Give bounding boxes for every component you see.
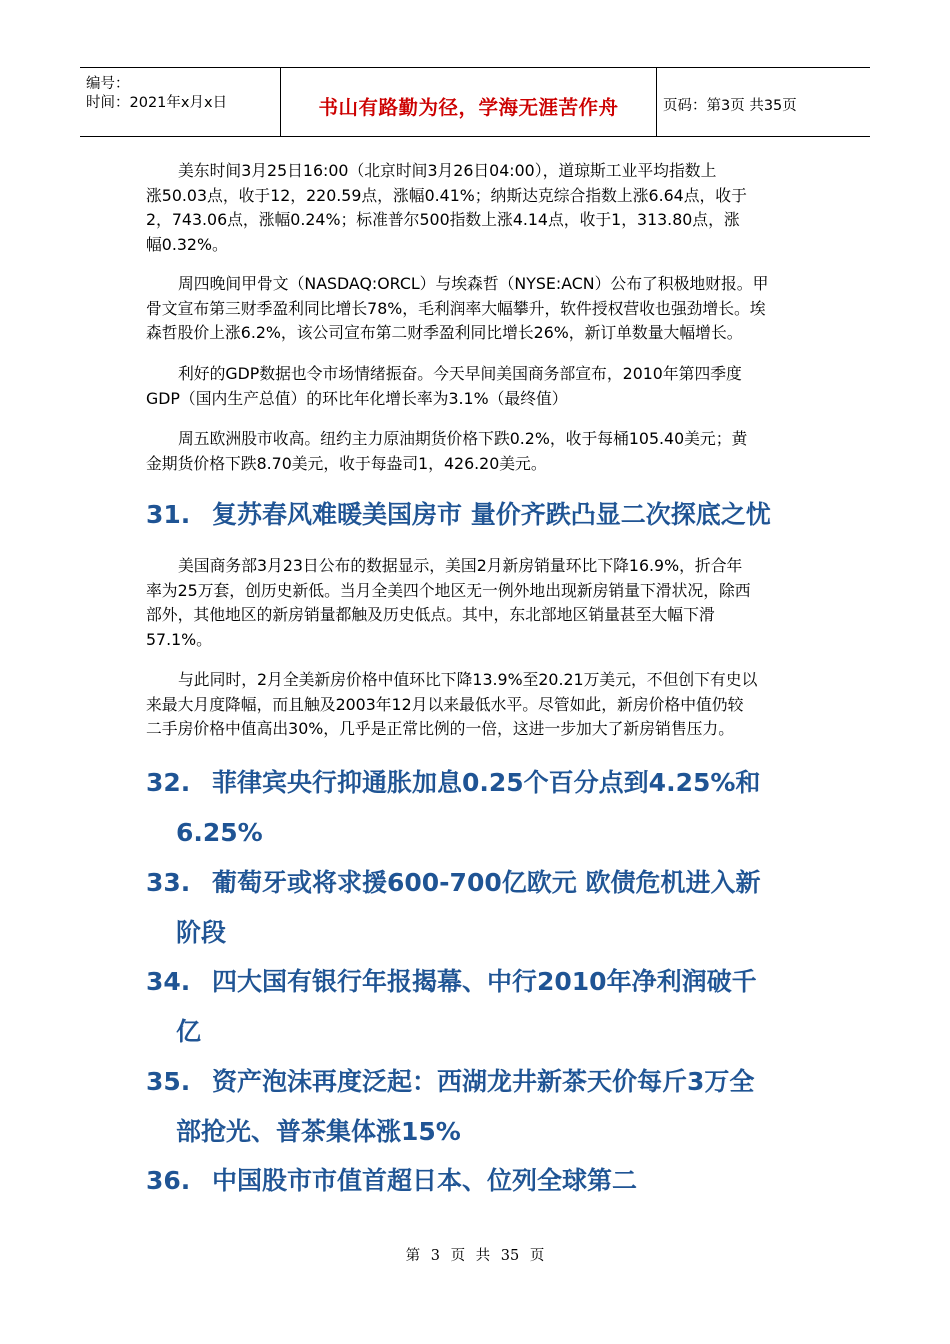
- document-number-label: 编号：: [86, 76, 130, 92]
- document-time-label: 时间：2021年x月x日: [86, 95, 228, 111]
- header-motto: 书山有路勤为径，学海无涯苦作舟: [318, 96, 619, 119]
- heading-31: [146, 490, 771, 540]
- heading-36: [146, 1156, 637, 1206]
- paragraph-commodities: [146, 427, 814, 476]
- heading-number: 32.: [146, 768, 191, 797]
- header-info-cell: [80, 68, 280, 136]
- text-line: 2，743.06点，涨幅0.24%；标准普尔500指数上涨4.14点，收于1，313.80点，涨: [146, 210, 740, 229]
- header-motto-cell: [280, 68, 657, 136]
- heading-text-continued: 6.25%: [176, 818, 263, 847]
- heading-text: 资产泡沫再度泛起：西湖龙井新茶天价每斤3万全: [212, 1067, 755, 1096]
- heading-number: 36.: [146, 1166, 191, 1195]
- heading-35: [146, 1057, 754, 1157]
- text-line: 周四晚间甲骨文（NASDAQ:ORCL）与埃森哲（NYSE:ACN）公布了积极地财报。甲: [178, 274, 769, 293]
- heading-33: [146, 858, 760, 958]
- heading-number: 35.: [146, 1067, 191, 1096]
- paragraph-home-prices: [146, 668, 814, 742]
- heading-text-continued: 部抢光、普茶集体涨15%: [176, 1117, 461, 1146]
- text-line: 利好的GDP数据也令市场情绪振奋。今天早间美国商务部宣布，2010年第四季度: [178, 364, 742, 383]
- heading-32: [146, 758, 760, 858]
- text-line: 部外，其他地区的新房销量都触及历史低点。其中，东北部地区销量甚至大幅下滑: [146, 605, 715, 624]
- heading-text-continued: 阶段: [176, 918, 227, 947]
- heading-text: 菲律宾央行抑通胀加息0.25个百分点到4.25%和: [212, 768, 761, 797]
- text-line: 率为25万套，创历史新低。当月全美四个地区无一例外地出现新房销量下滑状况，除西: [146, 580, 751, 600]
- paragraph-new-home-sales: [146, 554, 814, 652]
- heading-number: 33.: [146, 868, 191, 897]
- text-line: 美国商务部3月23日公布的数据显示，美国2月新房销量环比下降16.9%，折合年: [178, 556, 743, 575]
- text-line: 幅0.32%。: [146, 234, 228, 254]
- paragraph-gdp: [146, 362, 814, 411]
- text-line: 骨文宣布第三财季盈利同比增长78%，毛利润率大幅攀升，软件授权营收也强劲增长。埃: [146, 298, 766, 318]
- text-line: 二手房价格中值高出30%，几乎是正常比例的一倍，这进一步加大了新房销售压力。: [146, 719, 735, 738]
- header-page-label: 页码：第3页 共35页: [663, 98, 797, 114]
- text-line: 涨50.03点，收于12，220.59点，涨幅0.41%；纳斯达克综合指数上涨6.64点，收于: [146, 185, 747, 205]
- text-line: 森哲股价上涨6.2%，该公司宣布第二财季盈利同比增长26%，新订单数量大幅增长。: [146, 323, 743, 342]
- heading-text-continued: 亿: [176, 1017, 202, 1046]
- heading-text: 葡萄牙或将求援600-700亿欧元 欧债危机进入新: [212, 868, 761, 897]
- paragraph-market-close: [146, 159, 814, 257]
- text-line: 来最大月度降幅，而且触及2003年12月以来最低水平。尽管如此，新房价格中值仍较: [146, 694, 744, 714]
- heading-34: [146, 957, 757, 1057]
- page-header: [80, 67, 870, 137]
- heading-number: 31.: [146, 500, 191, 529]
- heading-text: 复苏春风难暖美国房市 量价齐跌凸显二次探底之忧: [212, 500, 771, 529]
- text-line: 金期货价格下跌8.70美元，收于每盎司1，426.20美元。: [146, 453, 547, 473]
- heading-text: 四大国有银行年报揭幕、中行2010年净利润破千: [212, 967, 757, 996]
- paragraph-earnings: [146, 272, 814, 346]
- text-line: 与此同时，2月全美新房价格中值环比下降13.9%至20.21万美元，不但创下有史以: [178, 670, 758, 689]
- header-page-cell: [657, 68, 870, 136]
- heading-number: 34.: [146, 967, 191, 996]
- text-line: 美东时间3月25日16:00（北京时间3月26日04:00），道琼斯工业平均指数上: [178, 161, 717, 180]
- text-line: 周五欧洲股市收高。纽约主力原油期货价格下跌0.2%，收于每桶105.40美元；黄: [178, 429, 748, 448]
- page-footer: 第 3 页 共 35 页: [405, 1248, 545, 1264]
- heading-text: 中国股市市值首超日本、位列全球第二: [212, 1166, 638, 1195]
- text-line: GDP（国内生产总值）的环比年化增长率为3.1%（最终值）: [146, 388, 568, 408]
- text-line: 57.1%。: [146, 629, 212, 649]
